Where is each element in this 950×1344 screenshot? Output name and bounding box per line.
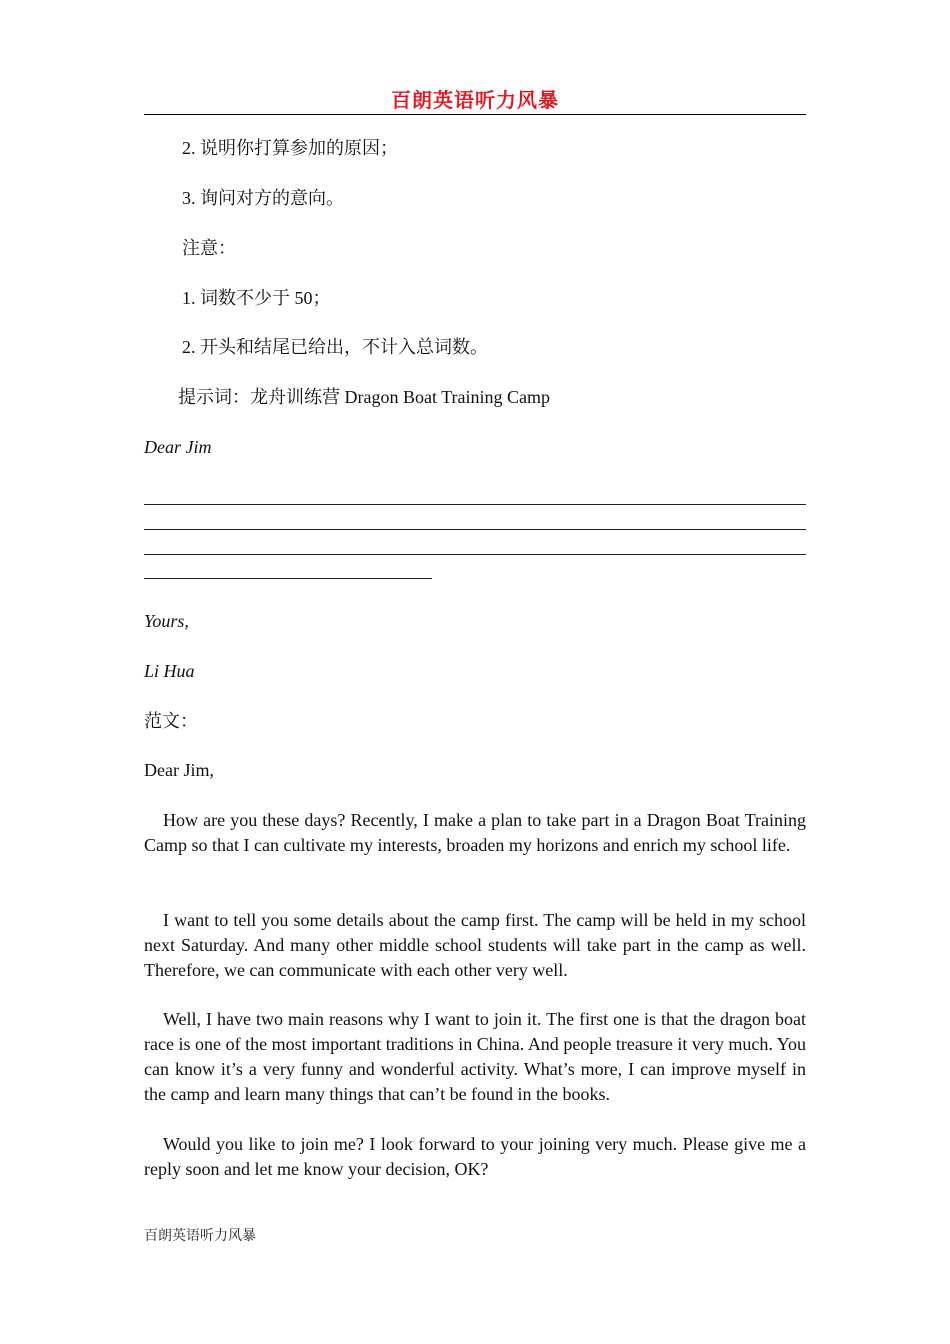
letter-greeting: Dear Jim — [144, 437, 212, 457]
writing-blank-line — [144, 529, 806, 530]
requirement-item-2: 2. 说明你打算参加的原因； — [182, 138, 398, 158]
header-rule — [144, 114, 806, 115]
writing-blank-line — [144, 504, 806, 505]
writing-blank-line — [144, 578, 432, 579]
sample-label: 范文： — [144, 711, 198, 731]
footer-text: 百朗英语听力风暴 — [144, 1229, 256, 1244]
notice-item-2: 2. 开头和结尾已给出，不计入总词数。 — [182, 337, 488, 357]
notice-label: 注意： — [182, 238, 236, 258]
header-title: 百朗英语听力风暴 — [391, 90, 559, 112]
letter-signature: Li Hua — [144, 661, 195, 681]
writing-blank-line — [144, 554, 806, 555]
requirement-item-3: 3. 询问对方的意向。 — [182, 188, 344, 208]
sample-paragraph: Well, I have two main reasons why I want to join it. The first one is that the dragon boat race is one of the most important traditions in China. And people treasure it very much. You can know it’s a very funny and wonderful activity. What’s more, I can improve myself in the camp and learn many things that can’t be found in the books. — [144, 1009, 806, 1104]
sample-paragraph: I want to tell you some details about the camp first. The camp will be held in my school next Saturday. And many other middle school students will take part in the camp as well. Therefore, we can communicate with each other very well. — [144, 910, 806, 980]
sample-paragraph: Would you like to join me? I look forward to your joining very much. Please give me a reply soon and let me know your decision, OK? — [144, 1134, 806, 1179]
hint-words: 提示词：龙舟训练营 Dragon Boat Training Camp — [178, 387, 550, 407]
letter-closing: Yours, — [144, 611, 189, 631]
sample-paragraph: How are you these days? Recently, I make a plan to take part in a Dragon Boat Training Camp so that I can cultivate my interests, broaden my horizons and enrich my school life. — [144, 810, 806, 855]
notice-item-1: 1. 词数不少于 50； — [182, 288, 331, 308]
sample-greeting: Dear Jim, — [144, 760, 214, 780]
